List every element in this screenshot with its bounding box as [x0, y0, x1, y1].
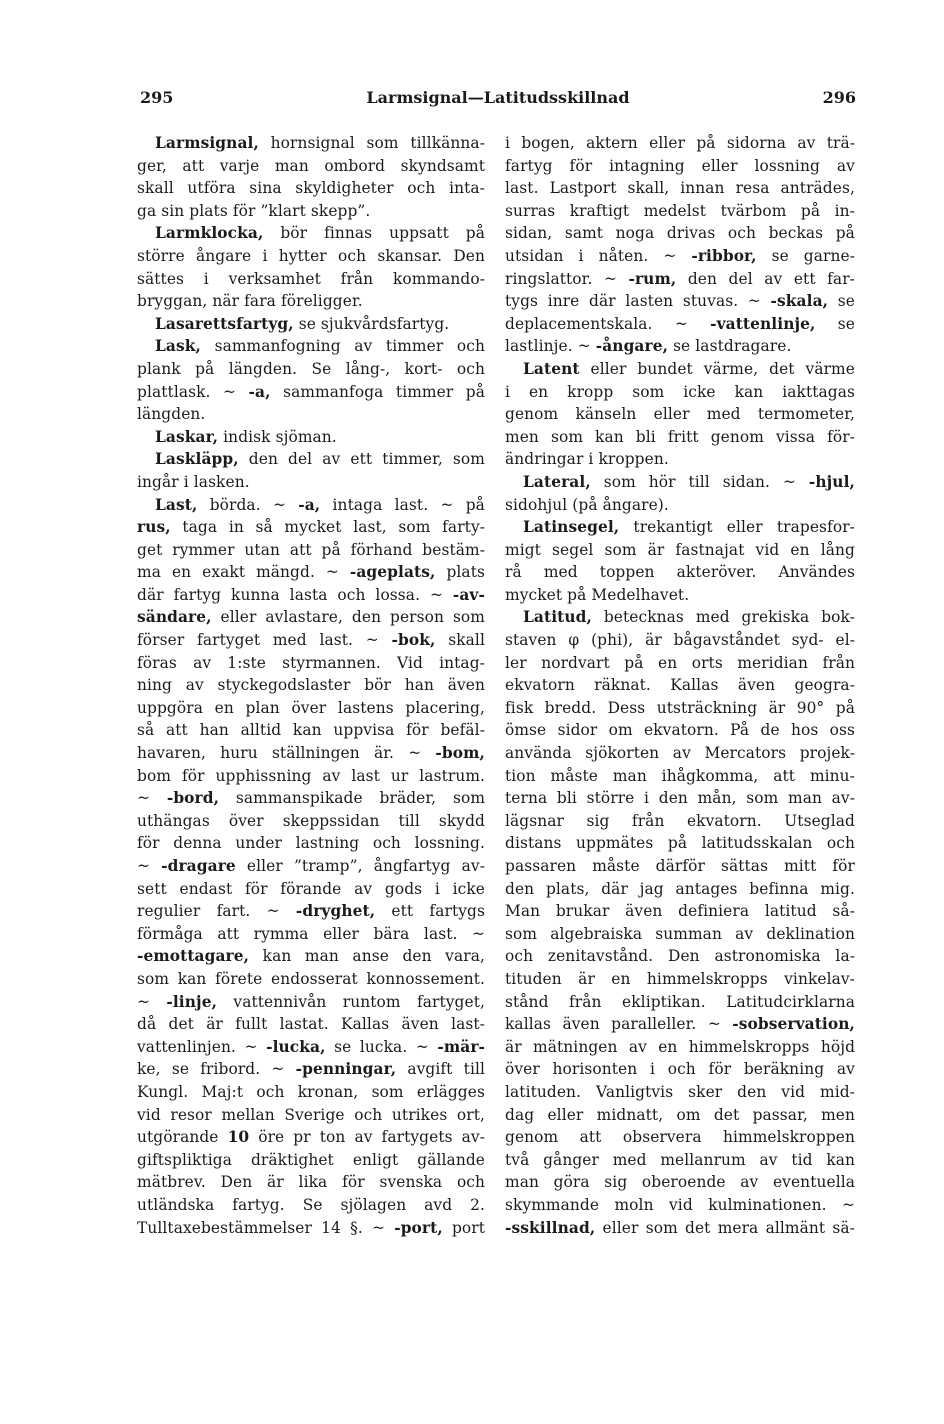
text-line: i en kropp som icke kan iakttagas: [505, 382, 856, 401]
text-line: ke, se fribord. ~ -penningar, avgift till: [137, 1060, 486, 1079]
text-line: ning av styckegodslaster bör han även: [137, 676, 486, 695]
text-line: utgörande 10 öre pr ton av fartygets av-: [137, 1128, 486, 1147]
text-line: ~ -bord, sammanspikade bräder, som: [137, 789, 486, 808]
text-line: sättes i verksamhet från kommando-: [137, 269, 486, 288]
text-line: större ångare i hytter och skansar. Den: [137, 246, 485, 265]
text-line: latituden. Vanligtvis sker den vid mid-: [505, 1082, 855, 1101]
text-line: deplacementskala. ~ -vattenlinje, se: [505, 314, 855, 333]
text-line: rå med toppen akteröver. Användes: [505, 563, 855, 582]
text-line: distans uppmätes på latitudsskalan och: [505, 834, 856, 853]
text-line: dag eller midnatt, om det passar, men: [505, 1105, 856, 1124]
right-column: [505, 132, 855, 1239]
text-line: Laskläpp, den del av ett timmer, som: [155, 450, 485, 469]
text-line: två gånger med mellanrum av tid kan: [505, 1150, 856, 1169]
text-line: genom känseln eller med termometer,: [505, 405, 856, 424]
text-line: ler nordvart på en orts meridian från: [505, 653, 855, 672]
text-line: ma en exakt mängd. ~ -ageplats, plats: [137, 563, 485, 582]
text-line: Laskar, indisk sjöman.: [155, 427, 337, 446]
text-line: föras av 1:ste styrmannen. Vid intag-: [137, 653, 485, 672]
text-line: den plats, där jag antages befinna mig.: [505, 879, 855, 898]
text-line: så att han alltid kan uppvisa för befäl-: [137, 721, 485, 740]
text-line: som kan förete endosserat konnossement.: [137, 969, 486, 988]
text-line: men som kan bli fritt genom vissa för-: [505, 427, 856, 446]
text-line: bryggan, när fara föreligger.: [137, 292, 363, 311]
text-line: Larmklocka, bör finnas uppsatt på: [155, 224, 486, 243]
text-line: ömse sidor om ekvatorn. På de hos oss: [505, 721, 856, 740]
text-line: -sskillnad, eller som det mera allmänt sä-: [505, 1218, 855, 1237]
text-line: plattlask. ~ -a, sammanfoga timmer på: [137, 382, 486, 401]
text-line: Lask, sammanfogning av timmer och: [155, 337, 485, 356]
text-line: fartyg för intagning eller lossning av: [505, 156, 855, 175]
text-line: Man brukar även definiera latitud så-: [505, 902, 855, 921]
text-line: sändare, eller avlastare, den person som: [137, 608, 485, 627]
text-line: över horisonten i och för beräkning av: [505, 1060, 855, 1079]
text-line: där fartyg kunna lasta och lossa. ~ -av-: [137, 585, 485, 604]
text-line: tituden är en himmelskropps vinkelav-: [505, 969, 855, 988]
page-number-right: 296: [822, 88, 856, 107]
text-line: lastlinje. ~ -ångare, se lastdragare.: [505, 337, 792, 356]
left-column: [137, 132, 485, 1239]
text-line: havaren, huru ställningen är. ~ -bom,: [137, 744, 485, 763]
text-line: staven φ (phi), är bågavståndet syd- el-: [505, 631, 856, 650]
text-line: surras kraftigt medelst tvärbom på in-: [505, 201, 855, 220]
text-line: då det är fullt lastat. Kallas även last-: [137, 1015, 485, 1034]
text-line: bom för upphissning av last ur lastrum.: [137, 766, 486, 785]
text-line: Lateral, som hör till sidan. ~ -hjul,: [523, 472, 855, 491]
text-line: ~ -dragare eller ”tramp”, ångfartyg av-: [137, 857, 485, 875]
text-line: migt segel som är fastnajat vid en lång: [505, 540, 855, 559]
text-line: använda sjökorten av Mercators projek-: [505, 744, 856, 763]
text-line: sett endast för förande av gods i icke: [137, 879, 486, 898]
text-line: Last, börda. ~ -a, intaga last. ~ på: [155, 495, 485, 514]
text-line: Kungl. Maj:t och kronan, som erlägges: [137, 1082, 485, 1101]
text-line: genom att observera himmelskroppen: [505, 1128, 856, 1147]
text-line: ändringar i kroppen.: [505, 450, 669, 469]
running-title: Larmsignal—Latitudsskillnad: [366, 88, 630, 107]
text-line: skall utföra sina skyldigheter och inta-: [137, 179, 485, 198]
text-line: är mätningen av en himmelskropps höjd: [505, 1037, 856, 1056]
text-line: utländska fartyg. Se sjölagen avd 2.: [137, 1195, 486, 1214]
text-line: rus, taga in så mycket last, som farty-: [137, 518, 486, 537]
text-line: terna bli större i den mån, som man av-: [505, 789, 856, 808]
text-line: kallas även paralleller. ~ -sobservation,: [505, 1015, 855, 1034]
text-line: längden.: [137, 405, 206, 424]
text-line: vid resor mellan Sverige och utrikes ort,: [137, 1105, 486, 1124]
text-line: passaren måste därför sättas mitt för: [505, 857, 856, 875]
text-line: ~ -linje, vattennivån runtom fartyget,: [137, 992, 485, 1011]
text-line: sidan, samt noga drivas och beckas på: [505, 224, 855, 243]
text-line: och zenitavstånd. Den astronomiska la-: [505, 947, 856, 966]
text-line: Tulltaxebestämmelser 14 §. ~ -port, port: [137, 1218, 486, 1237]
text-line: ga sin plats för ”klart skepp”.: [137, 201, 371, 220]
text-line: -emottagare, kan man anse den vara,: [137, 947, 485, 966]
text-line: ekvatorn räknat. Kallas även geogra-: [505, 676, 856, 695]
text-line: giftspliktiga dräktighet enligt gällande: [137, 1150, 486, 1169]
text-line: sidohjul (på ångare).: [505, 495, 669, 514]
text-line: plank på längden. Se lång-, kort- och: [137, 359, 485, 378]
text-line: Latitud, betecknas med grekiska bok-: [523, 608, 855, 627]
text-line: uthängas över skeppssidan till skydd: [137, 811, 485, 830]
text-line: fisk bredd. Dess utsträckning är 90° på: [505, 698, 855, 717]
text-line: vattenlinjen. ~ -lucka, se lucka. ~ -mär-: [137, 1037, 486, 1056]
page-header: [138, 88, 858, 112]
text-line: tion måste man ihågkomma, att minu-: [505, 766, 855, 785]
text-line: som algebraiska summan av deklination: [505, 924, 855, 943]
text-line: för denna under lastning och lossning.: [137, 834, 485, 853]
text-line: regulier fart. ~ -dryghet, ett fartygs: [137, 902, 485, 921]
text-line: mätbrev. Den är lika för svenska och: [137, 1173, 486, 1192]
text-line: ger, att varje man ombord skyndsamt: [137, 156, 486, 175]
text-line: förmåga att rymma eller bära last. ~: [137, 924, 485, 943]
text-line: utsidan i nåten. ~ -ribbor, se garne-: [505, 246, 856, 265]
text-line: Latent eller bundet värme, det värme: [523, 359, 855, 378]
text-line: lägsnar sig från ekvatorn. Utseglad: [505, 811, 855, 830]
text-line: förser fartyget med last. ~ -bok, skall: [137, 631, 485, 650]
text-line: Lasarettsfartyg, se sjukvårdsfartyg.: [155, 314, 450, 333]
text-line: ingår i lasken.: [137, 472, 250, 491]
text-line: stånd från ekliptikan. Latitudcirklarna: [505, 992, 856, 1011]
text-line: tygs inre där lasten stuvas. ~ -skala, se: [505, 292, 855, 311]
text-line: mycket på Medelhavet.: [505, 585, 690, 604]
page-number-left: 295: [140, 88, 174, 107]
text-line: uppgöra en plan över lastens placering,: [137, 698, 486, 717]
text-line: skymmande moln vid kulminationen. ~: [505, 1195, 856, 1214]
text-line: ringslattor. ~ -rum, den del av ett far-: [505, 269, 855, 288]
text-line: Larmsignal, hornsignal som tillkänna-: [155, 134, 485, 152]
text-line: get rymmer utan att på förhand bestäm-: [137, 540, 486, 559]
text-line: i bogen, aktern eller på sidorna av trä-: [505, 134, 856, 152]
text-line: man göra sig oberoende av eventuella: [505, 1173, 856, 1192]
text-line: Latinsegel, trekantigt eller trapesfor-: [523, 518, 855, 537]
text-line: last. Lastport skall, innan resa anträdes,: [505, 179, 855, 198]
